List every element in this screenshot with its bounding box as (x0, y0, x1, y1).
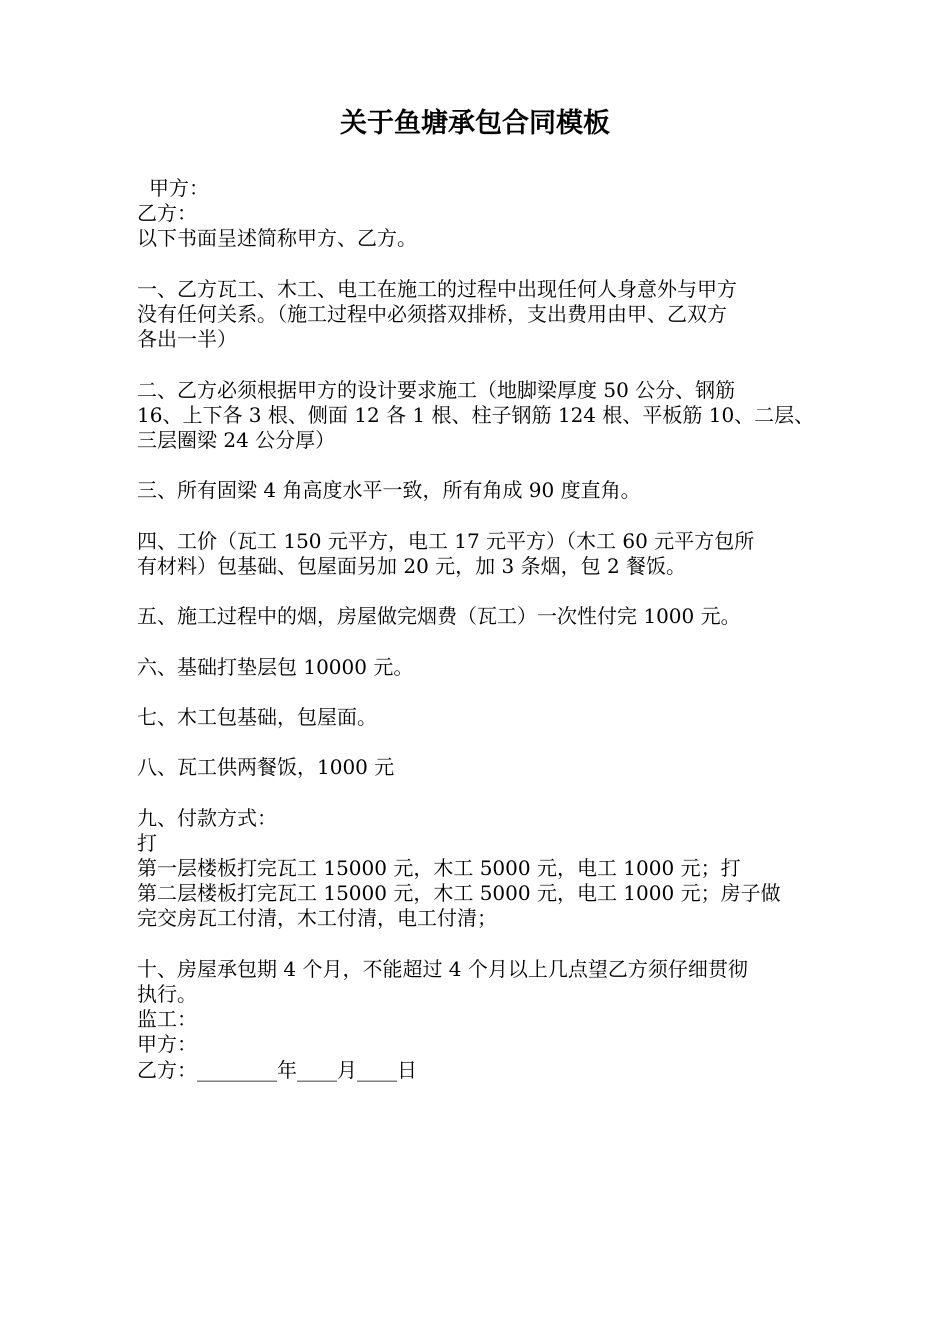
clause-9-line-3: 第一层楼板打完瓦工 15000 元，木工 5000 元，电工 1000 元；打 (137, 856, 741, 881)
clause-9-line-1: 九、付款方式： (137, 805, 277, 830)
clause-2-line-3: 三层圈梁 24 公分厚） (137, 427, 336, 452)
blank-line (137, 352, 837, 377)
clause-9-line-5: 完交房瓦工付清，木工付清，电工付清； (137, 906, 497, 931)
clause-5-line-1: 五、施工过程中的烟，房屋做完烟费（瓦工）一次性付完 1000 元。 (137, 604, 741, 629)
blank-line (137, 453, 837, 478)
blank-line (137, 503, 837, 528)
clause-8-line-1: 八、瓦工供两餐饭，1000 元 (137, 755, 395, 780)
clause-10-line-1: 十、房屋承包期 4 个月，不能超过 4 个月以上几点望乙方须仔细贯彻 (137, 956, 748, 981)
intro-line: 以下书面呈述简称甲方、乙方。 (137, 226, 417, 251)
clause-2-line-1: 二、乙方必须根据甲方的设计要求施工（地脚梁厚度 50 公分、钢筋 (137, 377, 736, 402)
document-body (137, 176, 837, 1083)
document-title: 关于鱼塘承包合同模板 (340, 108, 610, 139)
party-a-signature-line: 甲方： (137, 1032, 197, 1057)
blank-line (137, 781, 837, 806)
clause-7-line-1: 七、木工包基础，包屋面。 (137, 704, 377, 729)
clause-2-line-2: 16、上下各 3 根、侧面 12 各 1 根、柱子钢筋 124 根、平板筋 10、二层、 (137, 402, 815, 427)
blank-line (137, 932, 837, 957)
party-a-line: 甲方： (149, 176, 209, 200)
blank-line (137, 730, 837, 755)
clause-9-line-4: 第二层楼板打完瓦工 15000 元，木工 5000 元，电工 1000 元；房子做 (137, 881, 781, 906)
clause-1-line-3: 各出一半） (137, 327, 237, 352)
supervisor-signature-line: 监工： (137, 1007, 197, 1032)
clause-1-line-1: 一、乙方瓦工、木工、电工在施工的过程中出现任何人身意外与甲方 (137, 276, 737, 301)
blank-line (137, 252, 837, 277)
clause-1-line-2: 没有任何关系。（施工过程中必须搭双排桥，支出费用由甲、乙双方 (137, 301, 727, 326)
clause-9-line-2: 打 (137, 830, 157, 855)
clause-4-line-1: 四、工价（瓦工 150 元平方，电工 17 元平方）（木工 60 元平方包所 (137, 528, 755, 553)
party-b-signature-date-line: 乙方：________年____月____日 (137, 1057, 417, 1082)
clause-10-line-2: 执行。 (137, 982, 197, 1006)
blank-line (137, 579, 837, 604)
party-b-line: 乙方： (137, 201, 197, 226)
blank-line (137, 680, 837, 705)
clause-4-line-2: 有材料）包基础、包屋面另加 20 元，加 3 条烟，包 2 餐饭。 (137, 553, 687, 578)
clause-3-line-1: 三、所有固梁 4 角高度水平一致，所有角成 90 度直角。 (137, 478, 641, 503)
clause-6-line-1: 六、基础打垫层包 10000 元。 (137, 654, 414, 679)
blank-line (137, 629, 837, 654)
